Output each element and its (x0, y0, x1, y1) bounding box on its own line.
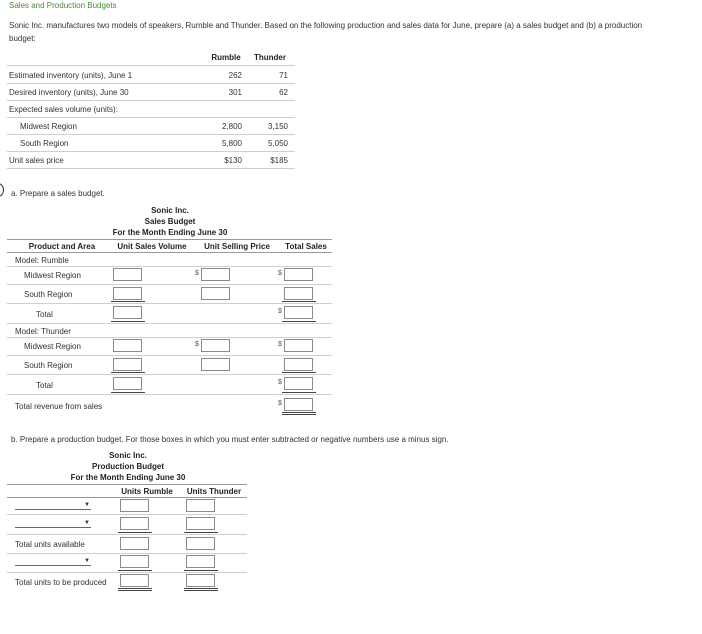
part-a-prompt: a. Prepare a sales budget. (11, 189, 105, 198)
given-header-rule (7, 65, 295, 66)
sales-budget-company: Sonic Inc. (151, 206, 189, 215)
thunder-total-volume-input[interactable] (113, 377, 142, 390)
total-available-rumble-input[interactable] (120, 537, 149, 550)
given-row-thunder: 5,050 (267, 139, 288, 148)
rumble-south-label: South Region (24, 290, 73, 299)
rumble-south-volume-input[interactable] (113, 287, 142, 300)
given-row-rule (7, 117, 295, 118)
total-revenue-input[interactable] (284, 398, 313, 411)
subtotal-underline (282, 392, 316, 393)
model-rumble-label: Model: Rumble (15, 256, 69, 265)
currency-symbol: $ (195, 341, 199, 348)
rumble-south-total-input[interactable] (284, 287, 313, 300)
col-total-sales: Total Sales (285, 242, 327, 251)
given-row-label: Estimated inventory (units), June 1 (9, 71, 133, 80)
given-row-rule (7, 134, 295, 135)
subtotal-underline (184, 532, 218, 533)
intro-text: Sonic Inc. manufactures two models of speakers, Rumble and Thunder. Based on the following production and sales data for June, prepare (a) a sales budget and (b) a production (9, 21, 643, 30)
subtotal-underline (111, 321, 145, 322)
currency-symbol: $ (278, 270, 282, 277)
row-rule (7, 374, 332, 375)
given-row-label: South Region (20, 139, 69, 148)
production-budget-company: Sonic Inc. (109, 451, 147, 460)
subtotal-underline (111, 301, 145, 302)
sales-budget-title-rule (7, 239, 332, 240)
production-row4-thunder-input[interactable] (186, 555, 215, 568)
thunder-south-price-input[interactable] (201, 358, 230, 371)
given-row-rule (7, 151, 295, 152)
thunder-total-label: Total (36, 381, 53, 390)
production-row2-rumble-input[interactable] (120, 517, 149, 530)
given-row-rumble: 262 (228, 71, 242, 80)
col-units-thunder: Units Thunder (186, 487, 242, 496)
model-thunder-label: Model: Thunder (15, 327, 71, 336)
given-row-label: Unit sales price (9, 156, 64, 165)
given-row-label: Expected sales volume (units): (9, 105, 118, 114)
given-row-rumble: $130 (224, 156, 242, 165)
subtotal-underline (118, 532, 152, 533)
production-budget-period: For the Month Ending June 30 (70, 473, 186, 482)
subtotal-underline (111, 392, 145, 393)
subtotal-underline (282, 372, 316, 373)
total-double-underline (282, 412, 316, 415)
col-units-rumble: Units Rumble (121, 487, 173, 496)
thunder-south-label: South Region (24, 361, 73, 370)
production-row1-thunder-input[interactable] (186, 499, 215, 512)
dropdown-arrow-icon: ▼ (84, 502, 90, 508)
thunder-midwest-label: Midwest Region (24, 342, 81, 351)
total-produced-rumble-input[interactable] (120, 574, 149, 587)
given-col-rumble: Rumble (211, 53, 241, 62)
production-title-rule (7, 484, 247, 485)
given-row-rumble: 2,800 (221, 122, 242, 131)
given-row-rule (7, 168, 295, 169)
question-marker-icon (0, 183, 4, 197)
given-row-rumble: 5,800 (221, 139, 242, 148)
thunder-south-total-input[interactable] (284, 358, 313, 371)
intro-text-continued: budget: (9, 34, 36, 43)
page-title: Sales and Production Budgets (9, 1, 117, 10)
row-rule (7, 394, 332, 395)
total-units-produced-label: Total units to be produced (15, 578, 107, 587)
production-row4-rumble-input[interactable] (120, 555, 149, 568)
rumble-midwest-label: Midwest Region (24, 271, 81, 280)
total-revenue-label: Total revenue from sales (15, 402, 103, 411)
production-row2-select[interactable] (15, 518, 91, 528)
currency-symbol: $ (278, 308, 282, 315)
rumble-midwest-volume-input[interactable] (113, 268, 142, 281)
given-row-thunder: $185 (270, 156, 288, 165)
subtotal-underline (111, 372, 145, 373)
total-available-thunder-input[interactable] (186, 537, 215, 550)
production-row1-select[interactable] (15, 500, 91, 510)
given-row-rule (7, 83, 295, 84)
dropdown-arrow-icon: ▼ (84, 558, 90, 564)
given-row-rumble: 301 (228, 88, 242, 97)
currency-symbol: $ (278, 341, 282, 348)
given-row-rule (7, 100, 295, 101)
total-produced-thunder-input[interactable] (186, 574, 215, 587)
currency-symbol: $ (278, 400, 282, 407)
row-rule (7, 355, 332, 356)
sales-budget-title: Sales Budget (144, 217, 196, 226)
part-b-prompt: b. Prepare a production budget. For those boxes in which you must enter subtracted or negative numbers use a minus sign. (11, 435, 449, 444)
rumble-total-volume-input[interactable] (113, 306, 142, 319)
rumble-midwest-price-input[interactable] (201, 268, 230, 281)
rumble-total-sales-input[interactable] (284, 306, 313, 319)
given-row-thunder: 3,150 (267, 122, 288, 131)
subtotal-underline (282, 321, 316, 322)
row-rule (7, 572, 247, 573)
production-budget-title: Production Budget (92, 462, 164, 471)
total-units-available-label: Total units available (15, 540, 85, 549)
row-rule (7, 323, 332, 324)
subtotal-underline (118, 570, 152, 571)
production-row4-select[interactable] (15, 556, 91, 566)
given-col-thunder: Thunder (254, 53, 286, 62)
subtotal-underline (184, 570, 218, 571)
col-header-rule (7, 252, 332, 253)
production-row2-thunder-input[interactable] (186, 517, 215, 530)
thunder-total-sales-input[interactable] (284, 377, 313, 390)
thunder-midwest-price-input[interactable] (201, 339, 230, 352)
given-row-label: Desired inventory (units), June 30 (9, 88, 129, 97)
dropdown-arrow-icon: ▼ (84, 520, 90, 526)
given-row-label: Midwest Region (20, 122, 77, 131)
total-double-underline (118, 588, 152, 591)
total-double-underline (184, 588, 218, 591)
row-rule (7, 553, 247, 554)
thunder-midwest-volume-input[interactable] (113, 339, 142, 352)
row-rule (7, 303, 332, 304)
row-rule (7, 337, 332, 338)
row-rule (7, 266, 332, 267)
currency-symbol: $ (278, 379, 282, 386)
rumble-south-price-input[interactable] (201, 287, 230, 300)
production-col-rule (7, 497, 247, 498)
subtotal-underline (282, 301, 316, 302)
production-row1-rumble-input[interactable] (120, 499, 149, 512)
thunder-south-volume-input[interactable] (113, 358, 142, 371)
row-rule (7, 514, 247, 515)
rumble-midwest-total-input[interactable] (284, 268, 313, 281)
given-row-thunder: 62 (279, 88, 288, 97)
col-product-area: Product and Area (28, 242, 96, 251)
row-rule (7, 284, 332, 285)
col-unit-selling-price: Unit Selling Price (204, 242, 270, 251)
rumble-total-label: Total (36, 310, 53, 319)
col-unit-sales-volume: Unit Sales Volume (117, 242, 187, 251)
sales-budget-period: For the Month Ending June 30 (112, 228, 228, 237)
thunder-midwest-total-input[interactable] (284, 339, 313, 352)
currency-symbol: $ (195, 270, 199, 277)
row-rule (7, 534, 247, 535)
given-row-thunder: 71 (279, 71, 288, 80)
